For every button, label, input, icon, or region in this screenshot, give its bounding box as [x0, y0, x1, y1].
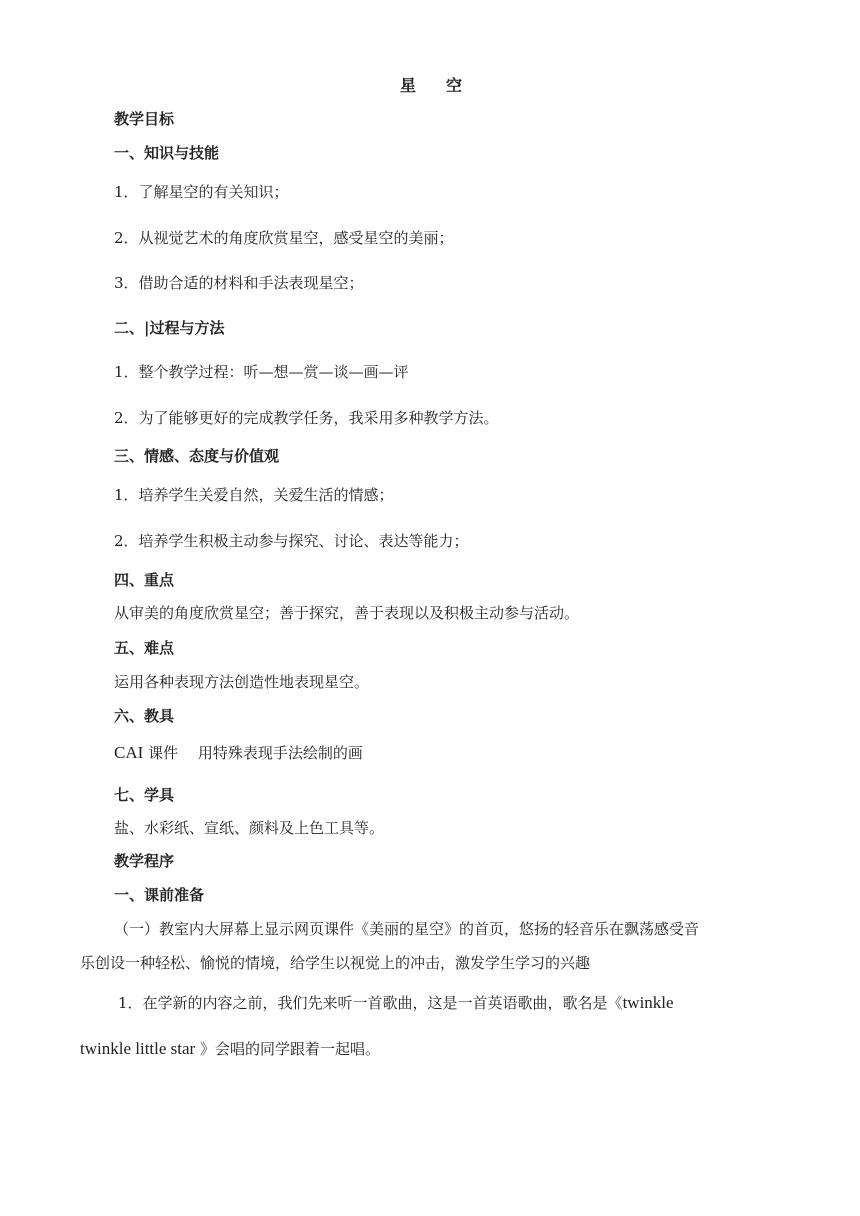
process-item: 2．为了能够更好的完成教学任务，我采用多种教学方法。 [114, 409, 499, 427]
teaching-aids-line [114, 743, 363, 763]
difficulty-heading: 五、难点 [114, 639, 175, 657]
prep-paragraph-line-2: 乐创设一种轻松、愉悦的情境，给学生以视觉上的冲击，激发学生学习的兴趣 [80, 954, 591, 972]
key-points-text: 从审美的角度欣赏星空；善于探究，善于表现以及积极主动参与活动。 [114, 604, 580, 622]
learning-tools-text: 盐、水彩纸、宣纸、颜料及上色工具等。 [114, 819, 385, 837]
procedure-heading: 教学程序 [114, 852, 175, 870]
document-title: 星空 [399, 76, 492, 95]
prep-heading: 一、课前准备 [114, 886, 205, 904]
song-paragraph-line-1 [118, 993, 674, 1013]
knowledge-heading: 一、知识与技能 [114, 144, 220, 162]
song-text: 1．在学新的内容之前，我们先来听一首歌曲，这是一首英语歌曲，歌名是《 [118, 994, 623, 1012]
teaching-aids-heading: 六、教具 [114, 707, 175, 725]
process-item: 1．整个教学过程：听—想—赏—谈—画—评 [114, 363, 409, 381]
difficulty-text: 运用各种表现方法创造性地表现星空。 [114, 673, 370, 691]
knowledge-item: 3．借助合适的材料和手法表现星空； [114, 274, 364, 292]
emotion-item: 1．培养学生关爱自然，关爱生活的情感； [114, 486, 394, 504]
emotion-item: 2．培养学生积极主动参与探究、讨论、表达等能力； [114, 532, 469, 550]
song-text: 》会唱的同学跟着一起唱。 [199, 1040, 380, 1058]
knowledge-item: 1．了解星空的有关知识； [114, 183, 289, 201]
teaching-aids-text: 课件 用特殊表现手法绘制的画 [148, 744, 363, 762]
song-title-part: twinkle little star [80, 1039, 196, 1058]
process-heading: 二、|过程与方法 [114, 319, 225, 337]
key-points-heading: 四、重点 [114, 571, 175, 589]
prep-paragraph-line-1: （一）教室内大屏幕上显示网页课件《美丽的星空》的首页，悠扬的轻音乐在飘荡感受音 [114, 920, 700, 938]
song-title-part: twinkle [622, 993, 674, 1012]
knowledge-item: 2．从视觉艺术的角度欣赏星空，感受星空的美丽； [114, 229, 454, 247]
teaching-aids-cai: CAI [114, 743, 144, 762]
emotion-heading: 三、情感、态度与价值观 [114, 447, 280, 465]
song-paragraph-line-2 [80, 1039, 380, 1059]
objectives-heading: 教学目标 [114, 110, 175, 128]
learning-tools-heading: 七、学具 [114, 786, 175, 804]
